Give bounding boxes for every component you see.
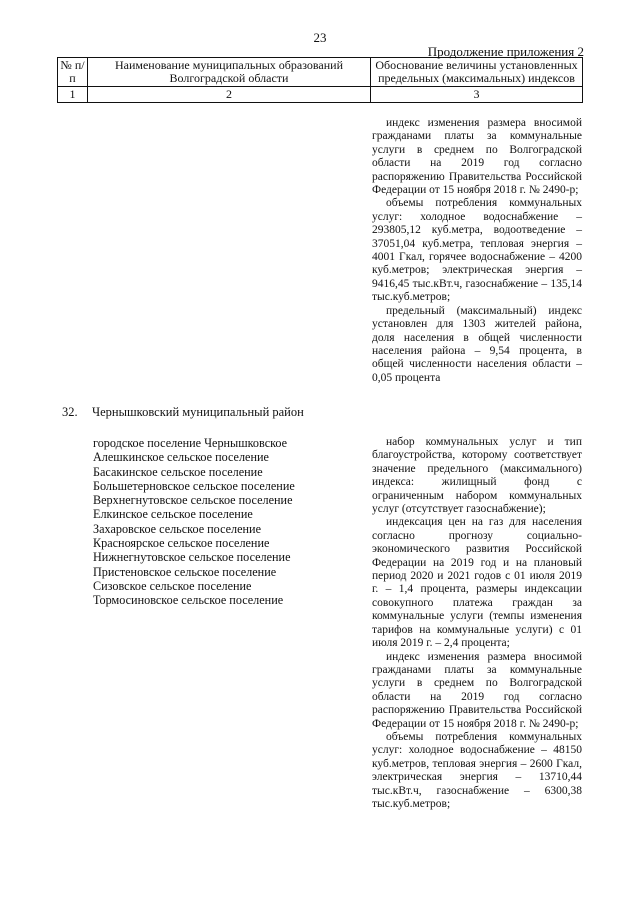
paragraph: индекс изменения размера вносимой гражданами платы за коммунальные услуги в среднем по Волгоградской области на 2019 год согласно распоряжению Правительства Российской Федерации от 15 ноября 2018 г. № 2490-р;: [372, 650, 582, 730]
column-header-justification: Обоснование величины установленных предельных (максимальных) индексов: [371, 58, 583, 87]
paragraph: индексация цен на газ для населения согласно прогнозу социально-экономического развития Российской Федерации на 2019 год и на плановый период 2020 и 2021 годов с 01 июля 2019 г. – 1,4 процента, размеры индексации совокупного платежа граждан за коммунальные услуги (темпы изменения тарифов на коммунальные услуги) с 01 июля 2019 г. – 2,4 процента;: [372, 516, 582, 650]
row-number: 32.: [62, 405, 78, 419]
district-justification: [372, 436, 582, 811]
list-item: Нижнегнутовское сельское поселение: [93, 550, 291, 565]
column-header-name: Наименование муниципальных образований Волгоградской области: [88, 58, 371, 87]
list-item: Алешкинское сельское поселение: [93, 450, 269, 465]
list-item: Елкинское сельское поселение: [93, 507, 253, 522]
continuation-label: Продолжение приложения 2: [427, 44, 584, 59]
list-item: Захаровское сельское поселение: [93, 521, 261, 536]
column-number-1: 1: [58, 87, 88, 103]
list-item: Большетерновское сельское поселение: [93, 478, 295, 493]
list-item: Красноярское сельское поселение: [93, 536, 270, 551]
list-item: Сизовское сельское поселение: [93, 578, 252, 593]
settlement-list: [93, 436, 295, 608]
column-header-number: № п/п: [58, 58, 88, 87]
column-number-3: 3: [371, 87, 583, 103]
list-item: Пристеновское сельское поселение: [93, 564, 277, 579]
paragraph: объемы потребления коммунальных услуг: холодное водоснабжение – 293805,12 куб.метра, водоотведение – 37051,04 куб.метра, тепловая энергия – 4001 Гкал, горячее водоснабжение – 4200 куб.метров; электрическая энергия – 9416,45 тыс.кВт.ч, газоснабжение – 135,14 тыс.куб.метров;: [372, 197, 582, 304]
list-item: Басакинское сельское поселение: [93, 464, 263, 479]
list-item: Тормосиновское сельское поселение: [93, 593, 284, 608]
paragraph: набор коммунальных услуг и тип благоустройства, которому соответствует значение предельного (максимального) индекса: жилищный фонд с ограниченным набором коммунальных услуг (отсутствует газоснабжение);: [372, 436, 582, 516]
list-item: городское поселение Чернышковское: [93, 436, 288, 450]
table-header: [57, 57, 583, 103]
page-number: 23: [313, 30, 327, 45]
previous-district-justification: [372, 117, 582, 385]
paragraph: индекс изменения размера вносимой гражданами платы за коммунальные услуги в среднем по Волгоградской области на 2019 год согласно распоряжению Правительства Российской Федерации от 15 ноября 2018 г. № 2490-р;: [372, 117, 582, 197]
column-number-2: 2: [88, 87, 371, 103]
list-item: Верхнегнутовское сельское поселение: [93, 493, 293, 508]
paragraph: объемы потребления коммунальных услуг: холодное водоснабжение – 48150 куб.метров, тепловая энергия – 2600 Гкал, электрическая энергия – 13710,44 тыс.кВт.ч, газоснабжение – 6300,38 тыс.куб.метров;: [372, 730, 582, 810]
district-name: Чернышковский муниципальный район: [92, 405, 304, 419]
paragraph: предельный (максимальный) индекс установлен для 1303 жителей района, доля населения в общей численности населения района – 9,54 процента, в общей численности населения области – 0,05 процента: [372, 304, 582, 384]
